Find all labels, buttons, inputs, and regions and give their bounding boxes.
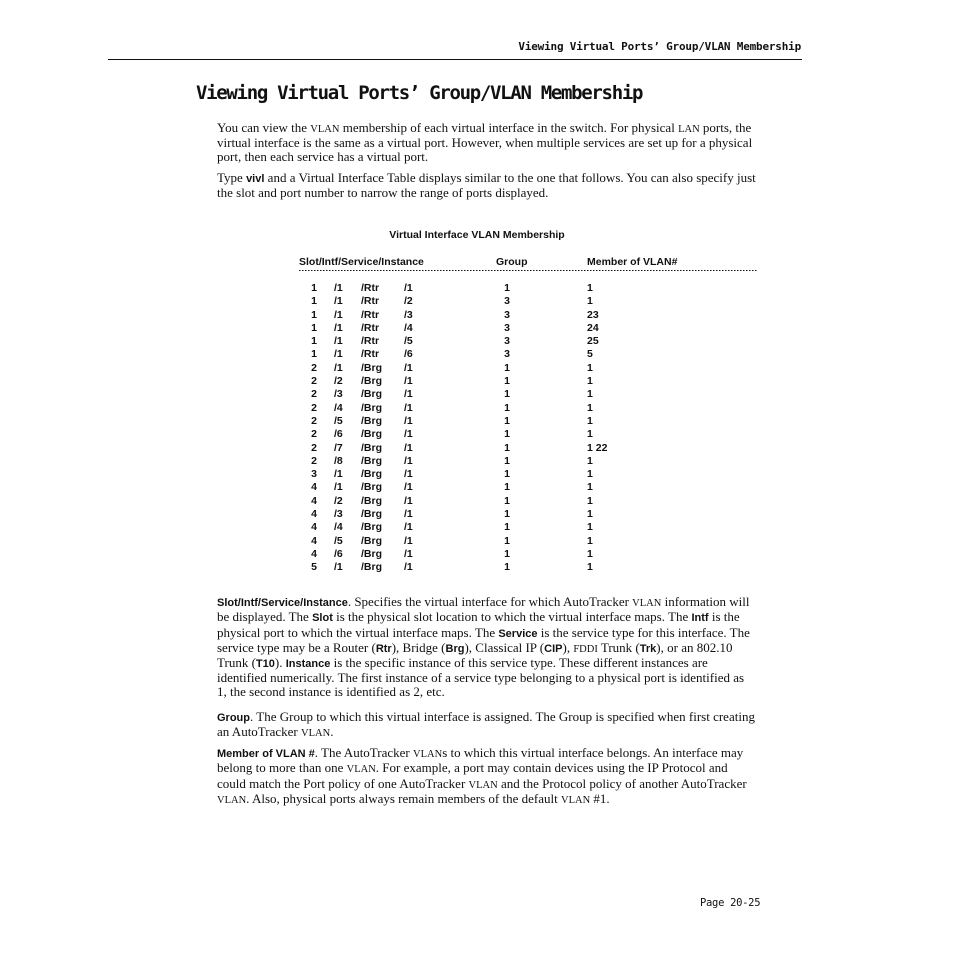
cell-member: 1 (587, 282, 593, 294)
cell-slot: 1 (311, 335, 317, 348)
cell-slot: 4 (311, 508, 317, 521)
cell-svc: /Brg (361, 375, 382, 388)
cell-svc: /Brg (361, 401, 382, 414)
cell-inst: /1 (404, 414, 413, 427)
table-row (299, 455, 759, 468)
cell-inst: /5 (404, 335, 413, 348)
cell-slot: 1 (311, 348, 317, 361)
cell-intf: /1 (334, 561, 343, 574)
cell-group: 3 (504, 348, 510, 361)
table-row (299, 561, 759, 574)
cell-group: 1 (504, 428, 510, 441)
cell-svc: /Rtr (361, 282, 380, 294)
cell-slot: 1 (311, 308, 317, 321)
cell-member: 1 (587, 388, 593, 401)
cell-inst: /1 (404, 375, 413, 388)
cell-member: 1 (587, 521, 593, 534)
cell-member: 1 (587, 375, 593, 388)
table-header-row (299, 256, 759, 270)
cell-svc: /Brg (361, 428, 382, 441)
table-row (299, 442, 759, 455)
cell-member: 1 22 (587, 441, 608, 454)
cell-intf: /6 (334, 428, 343, 441)
cell-group: 1 (504, 508, 510, 521)
cell-group: 1 (504, 521, 510, 534)
cell-slot: 2 (311, 428, 317, 441)
header-slot: Slot/Intf/Service/Instance (299, 256, 424, 268)
cell-group: 3 (504, 335, 510, 348)
cell-intf: /5 (334, 414, 343, 427)
table-row (299, 322, 759, 335)
cell-svc: /Rtr (361, 335, 380, 348)
cell-group: 1 (504, 454, 510, 467)
cell-inst: /1 (404, 282, 413, 294)
table-row (299, 402, 759, 415)
table-row (299, 295, 759, 308)
cell-inst: /1 (404, 388, 413, 401)
cell-svc: /Brg (361, 508, 382, 521)
cell-intf: /6 (334, 547, 343, 560)
cell-svc: /Brg (361, 534, 382, 547)
cell-intf: /5 (334, 534, 343, 547)
cell-intf: /2 (334, 375, 343, 388)
cell-member: 1 (587, 547, 593, 560)
cell-member: 25 (587, 335, 599, 348)
cell-slot: 4 (311, 494, 317, 507)
cell-member: 1 (587, 508, 593, 521)
cell-inst: /6 (404, 348, 413, 361)
table-row (299, 535, 759, 548)
cell-slot: 1 (311, 282, 317, 294)
cell-inst: /1 (404, 361, 413, 374)
definition-member: Member of VLAN #. The AutoTracker VLANs to which this virtual interface belongs. An interface may belong to more than one VLAN. For example, a port may contain devices using the IP Protocol and could match the Port policy of one AutoTracker VLAN and the Protocol policy of another AutoTracker VLAN. Also, physical ports always remain members of the default VLAN #1. (217, 745, 747, 806)
cell-group: 1 (504, 468, 510, 481)
cell-group: 3 (504, 308, 510, 321)
cell-group: 1 (504, 534, 510, 547)
page-number: Page 20-25 (700, 897, 761, 909)
cell-group: 1 (504, 441, 510, 454)
cell-intf: /1 (334, 295, 343, 308)
table-row (299, 335, 759, 348)
cell-inst: /1 (404, 534, 413, 547)
header-member: Member of VLAN# (587, 256, 678, 268)
cell-group: 1 (504, 547, 510, 560)
table-row (299, 388, 759, 401)
cell-svc: /Rtr (361, 321, 380, 334)
cell-inst: /1 (404, 454, 413, 467)
command-vivl: vivl (246, 173, 265, 185)
cell-slot: 2 (311, 388, 317, 401)
cell-group: 1 (504, 388, 510, 401)
cell-intf: /1 (334, 282, 343, 294)
cell-member: 1 (587, 494, 593, 507)
cell-svc: /Brg (361, 414, 382, 427)
cell-member: 1 (587, 361, 593, 374)
cell-svc: /Brg (361, 494, 382, 507)
table-row (299, 415, 759, 428)
cell-inst: /1 (404, 468, 413, 481)
cell-intf: /4 (334, 521, 343, 534)
cell-svc: /Brg (361, 547, 382, 560)
cell-group: 1 (504, 375, 510, 388)
cell-inst: /1 (404, 428, 413, 441)
cell-inst: /1 (404, 401, 413, 414)
virtual-interface-table (299, 256, 759, 574)
cell-group: 1 (504, 494, 510, 507)
cell-member: 1 (587, 414, 593, 427)
cell-member: 1 (587, 454, 593, 467)
table-row (299, 495, 759, 508)
cell-svc: /Brg (361, 361, 382, 374)
running-header: Viewing Virtual Ports’ Group/VLAN Membership (518, 40, 801, 53)
cell-group: 3 (504, 321, 510, 334)
cell-intf: /1 (334, 335, 343, 348)
cell-svc: /Brg (361, 521, 382, 534)
cell-slot: 2 (311, 414, 317, 427)
cell-intf: /3 (334, 388, 343, 401)
cell-svc: /Brg (361, 481, 382, 494)
cell-intf: /7 (334, 441, 343, 454)
header-dash-rule (299, 269, 758, 272)
cell-svc: /Brg (361, 468, 382, 481)
cell-inst: /3 (404, 308, 413, 321)
cell-intf: /8 (334, 454, 343, 467)
table-row (299, 428, 759, 441)
header-rule (108, 59, 802, 60)
cell-svc: /Rtr (361, 348, 380, 361)
table-caption: Virtual Interface VLAN Membership (389, 229, 565, 241)
cell-member: 1 (587, 468, 593, 481)
cell-intf: /1 (334, 361, 343, 374)
cell-svc: /Brg (361, 561, 382, 574)
cell-inst: /1 (404, 441, 413, 454)
cell-intf: /1 (334, 348, 343, 361)
cell-slot: 2 (311, 375, 317, 388)
cell-group: 1 (504, 561, 510, 574)
table-row (299, 309, 759, 322)
definition-slot: Slot/Intf/Service/Instance. Specifies the virtual interface for which AutoTracker VLAN information will be displayed. The Slot is the physical slot location to which the virtual interface maps. The Intf is the physical port to which the virtual interface maps. The Service is the service type for this interface. The service type may be a Router (Rtr), Bridge (Brg), Classical IP (CIP), FDDI Trunk (Trk), or an 802.10 Trunk (T10). Instance is the specific instance of this service type. These different instances are identified numerically. The first instance of a service type belonging to a physical port is identified as 1, the second instance is identified as 2, etc. (217, 594, 750, 699)
cell-group: 1 (504, 401, 510, 414)
table-row (299, 481, 759, 494)
cell-slot: 4 (311, 521, 317, 534)
definition-group: Group. The Group to which this virtual interface is assigned. The Group is specified when first creating an AutoTracker VLAN. (217, 709, 755, 740)
cell-slot: 1 (311, 295, 317, 308)
cell-intf: /1 (334, 308, 343, 321)
cell-inst: /4 (404, 321, 413, 334)
cell-member: 1 (587, 561, 593, 574)
cell-svc: /Rtr (361, 308, 380, 321)
cell-inst: /1 (404, 547, 413, 560)
intro-paragraph-2: Type vivl and a Virtual Interface Table displays similar to the one that follows. You can also specify just the slot and port number to narrow the range of ports displayed. (217, 170, 756, 201)
table-row (299, 348, 759, 361)
cell-svc: /Brg (361, 388, 382, 401)
cell-member: 5 (587, 348, 593, 361)
cell-member: 1 (587, 428, 593, 441)
cell-group: 1 (504, 282, 510, 294)
cell-svc: /Brg (361, 441, 382, 454)
table-row (299, 508, 759, 521)
cell-member: 1 (587, 481, 593, 494)
cell-member: 1 (587, 401, 593, 414)
cell-group: 1 (504, 414, 510, 427)
cell-slot: 2 (311, 401, 317, 414)
table-body (299, 282, 759, 575)
cell-group: 3 (504, 295, 510, 308)
cell-svc: /Brg (361, 454, 382, 467)
cell-member: 1 (587, 534, 593, 547)
table-row (299, 282, 759, 295)
cell-intf: /2 (334, 494, 343, 507)
header-group: Group (496, 256, 528, 268)
cell-inst: /1 (404, 494, 413, 507)
table-row (299, 548, 759, 561)
section-title: Viewing Virtual Ports’ Group/VLAN Membership (196, 82, 643, 104)
cell-group: 1 (504, 361, 510, 374)
cell-intf: /4 (334, 401, 343, 414)
cell-member: 1 (587, 295, 593, 308)
cell-intf: /1 (334, 481, 343, 494)
cell-member: 24 (587, 321, 599, 334)
cell-intf: /1 (334, 321, 343, 334)
cell-inst: /1 (404, 481, 413, 494)
cell-slot: 5 (311, 561, 317, 574)
cell-intf: /1 (334, 468, 343, 481)
cell-group: 1 (504, 481, 510, 494)
cell-member: 23 (587, 308, 599, 321)
cell-slot: 4 (311, 481, 317, 494)
table-row (299, 375, 759, 388)
cell-slot: 2 (311, 441, 317, 454)
cell-inst: /1 (404, 521, 413, 534)
intro-paragraph-1: You can view the VLAN membership of each virtual interface in the switch. For physical LAN ports, the virtual interface is the same as a virtual port. However, when multiple services are set up for a physical port, then each service has a virtual port. (217, 120, 753, 164)
cell-slot: 4 (311, 547, 317, 560)
table-row (299, 468, 759, 481)
cell-svc: /Rtr (361, 295, 380, 308)
cell-slot: 3 (311, 468, 317, 481)
cell-inst: /1 (404, 508, 413, 521)
cell-slot: 2 (311, 361, 317, 374)
table-row (299, 362, 759, 375)
table-row (299, 521, 759, 534)
cell-slot: 4 (311, 534, 317, 547)
cell-inst: /1 (404, 561, 413, 574)
cell-slot: 1 (311, 321, 317, 334)
cell-intf: /3 (334, 508, 343, 521)
cell-inst: /2 (404, 295, 413, 308)
cell-slot: 2 (311, 454, 317, 467)
